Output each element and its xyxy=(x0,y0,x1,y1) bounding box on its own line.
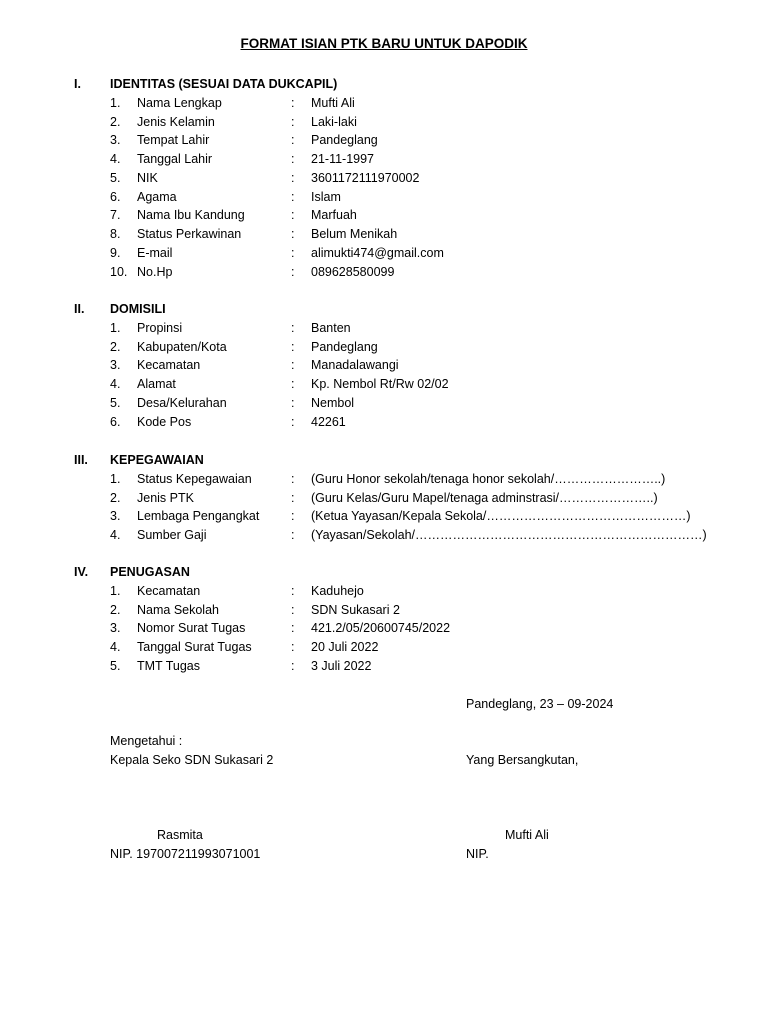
row-colon: : xyxy=(291,377,295,391)
form-row xyxy=(0,133,768,151)
row-label: Tanggal Surat Tugas xyxy=(137,640,252,654)
row-label: Sumber Gaji xyxy=(137,528,207,542)
row-colon: : xyxy=(291,471,295,486)
mengetahui-label: Mengetahui : xyxy=(110,734,183,748)
row-label: Status Kepegawaian xyxy=(137,471,252,486)
form-row xyxy=(0,584,768,602)
row-number: 3. xyxy=(110,509,121,524)
row-label: Propinsi xyxy=(137,320,183,335)
left-signer-nip: NIP. 197007211993071001 xyxy=(110,847,261,861)
row-number: 4. xyxy=(110,152,121,166)
left-signer-name: Rasmita xyxy=(157,828,203,842)
row-label: Nama Sekolah xyxy=(137,602,219,617)
row-colon: : xyxy=(291,208,295,223)
row-value: 42261 xyxy=(311,414,346,429)
row-label: Alamat xyxy=(137,377,176,391)
row-label: Nama Ibu Kandung xyxy=(137,208,245,223)
row-colon: : xyxy=(291,395,295,410)
row-number: 7. xyxy=(110,208,121,223)
form-row xyxy=(0,491,768,509)
row-label: NIK xyxy=(137,170,158,185)
row-value: Belum Menikah xyxy=(311,227,398,241)
row-label: TMT Tugas xyxy=(137,658,200,673)
row-label: Lembaga Pengangkat xyxy=(137,509,260,524)
row-number: 1. xyxy=(110,471,121,486)
row-label: Desa/Kelurahan xyxy=(137,395,227,410)
row-number: 3. xyxy=(110,358,121,373)
row-value: Manadalawangi xyxy=(311,358,399,373)
row-number: 5. xyxy=(110,170,121,185)
row-label: Nama Lengkap xyxy=(137,95,222,110)
row-colon: : xyxy=(291,602,295,617)
row-number: 6. xyxy=(110,189,121,204)
form-row xyxy=(0,340,768,358)
row-label: Kode Pos xyxy=(137,414,192,429)
row-label: E-mail xyxy=(137,245,173,260)
row-number: 1. xyxy=(110,320,121,335)
row-value: Pandeglang xyxy=(311,339,378,354)
row-colon: : xyxy=(291,528,295,542)
row-value: Kaduhejo xyxy=(311,583,364,598)
row-value: 421.2/05/20600745/2022 xyxy=(311,621,451,636)
form-row xyxy=(0,472,768,490)
form-row xyxy=(0,396,768,414)
form-row xyxy=(0,96,768,114)
form-row xyxy=(0,528,768,546)
form-row xyxy=(0,115,768,133)
row-value: (Guru Kelas/Guru Mapel/tenaga adminstrasi/…………………..) xyxy=(311,490,658,505)
row-colon: : xyxy=(291,170,295,185)
row-value: Islam xyxy=(311,189,341,204)
left-signer-role: Kepala Seko SDN Sukasari 2 xyxy=(110,753,274,767)
form-row xyxy=(0,265,768,283)
form-row xyxy=(0,358,768,376)
form-row xyxy=(0,640,768,658)
section-number: II. xyxy=(74,302,85,316)
section-title: PENUGASAN xyxy=(110,565,190,579)
row-label: No.Hp xyxy=(137,264,173,279)
row-number: 2. xyxy=(110,114,121,129)
section-number: III. xyxy=(74,453,88,467)
row-value: Kp. Nembol Rt/Rw 02/02 xyxy=(311,377,449,391)
form-row xyxy=(0,152,768,170)
row-colon: : xyxy=(291,358,295,373)
row-value: 089628580099 xyxy=(311,264,395,279)
section-title: IDENTITAS (SESUAI DATA DUKCAPIL) xyxy=(110,77,338,91)
row-colon: : xyxy=(291,583,295,598)
row-colon: : xyxy=(291,414,295,429)
form-row xyxy=(0,246,768,264)
row-value: SDN Sukasari 2 xyxy=(311,602,400,617)
row-colon: : xyxy=(291,152,295,166)
row-number: 9. xyxy=(110,245,121,260)
row-number: 5. xyxy=(110,395,121,410)
row-number: 6. xyxy=(110,414,121,429)
row-colon: : xyxy=(291,133,295,148)
row-label: Jenis PTK xyxy=(137,490,194,505)
form-row xyxy=(0,208,768,226)
place-date: Pandeglang, 23 – 09-2024 xyxy=(466,697,614,711)
row-label: Kecamatan xyxy=(137,583,201,598)
document-title: FORMAT ISIAN PTK BARU UNTUK DAPODIK xyxy=(240,36,528,51)
row-label: Kabupaten/Kota xyxy=(137,339,227,354)
row-value: Laki-laki xyxy=(311,114,357,129)
form-row xyxy=(0,227,768,245)
row-value: Mufti Ali xyxy=(311,95,355,110)
row-label: Tempat Lahir xyxy=(137,133,210,148)
row-value: Nembol xyxy=(311,395,355,410)
row-number: 3. xyxy=(110,133,121,148)
row-number: 4. xyxy=(110,377,121,391)
row-label: Jenis Kelamin xyxy=(137,114,215,129)
row-value: (Yayasan/Sekolah/……………………………………………………………) xyxy=(311,528,707,542)
row-value: Marfuah xyxy=(311,208,357,223)
row-label: Tanggal Lahir xyxy=(137,152,213,166)
right-signer-name: Mufti Ali xyxy=(505,828,549,842)
form-row xyxy=(0,415,768,433)
form-row xyxy=(0,621,768,639)
row-colon: : xyxy=(291,320,295,335)
form-row xyxy=(0,659,768,677)
row-number: 1. xyxy=(110,583,121,598)
row-colon: : xyxy=(291,490,295,505)
row-number: 2. xyxy=(110,339,121,354)
row-number: 2. xyxy=(110,490,121,505)
row-value: alimukti474@gmail.com xyxy=(311,245,444,260)
row-value: 3 Juli 2022 xyxy=(311,658,372,673)
row-value: 3601172111970002 xyxy=(311,170,420,185)
row-number: 4. xyxy=(110,640,121,654)
section-title: KEPEGAWAIAN xyxy=(110,453,204,467)
row-colon: : xyxy=(291,95,295,110)
row-colon: : xyxy=(291,339,295,354)
form-row xyxy=(0,190,768,208)
row-colon: : xyxy=(291,227,295,241)
row-colon: : xyxy=(291,189,295,204)
row-colon: : xyxy=(291,114,295,129)
row-value: Pandeglang xyxy=(311,133,378,148)
row-label: Status Perkawinan xyxy=(137,227,242,241)
row-label: Nomor Surat Tugas xyxy=(137,621,246,636)
form-row xyxy=(0,321,768,339)
row-number: 5. xyxy=(110,658,121,673)
row-number: 8. xyxy=(110,227,121,241)
row-colon: : xyxy=(291,264,295,279)
row-colon: : xyxy=(291,621,295,636)
row-number: 10. xyxy=(110,264,128,279)
row-value: 21-11-1997 xyxy=(311,152,375,166)
row-colon: : xyxy=(291,658,295,673)
row-number: 4. xyxy=(110,528,121,542)
right-signer-nip: NIP. xyxy=(466,847,489,861)
row-number: 3. xyxy=(110,621,121,636)
row-number: 2. xyxy=(110,602,121,617)
row-value: (Ketua Yayasan/Kepala Sekola/…………………………………………) xyxy=(311,509,691,524)
section-number: I. xyxy=(74,77,81,91)
row-number: 1. xyxy=(110,95,121,110)
row-label: Agama xyxy=(137,189,177,204)
form-row xyxy=(0,603,768,621)
row-colon: : xyxy=(291,640,295,654)
form-row xyxy=(0,377,768,395)
section-title: DOMISILI xyxy=(110,302,166,316)
section-number: IV. xyxy=(74,565,89,579)
form-row xyxy=(0,171,768,189)
row-colon: : xyxy=(291,509,295,524)
right-signer-role: Yang Bersangkutan, xyxy=(466,753,579,767)
row-value: (Guru Honor sekolah/tenaga honor sekolah/……………………..) xyxy=(311,471,666,486)
form-row xyxy=(0,509,768,527)
row-value: Banten xyxy=(311,320,351,335)
row-label: Kecamatan xyxy=(137,358,201,373)
row-value: 20 Juli 2022 xyxy=(311,640,379,654)
row-colon: : xyxy=(291,245,295,260)
